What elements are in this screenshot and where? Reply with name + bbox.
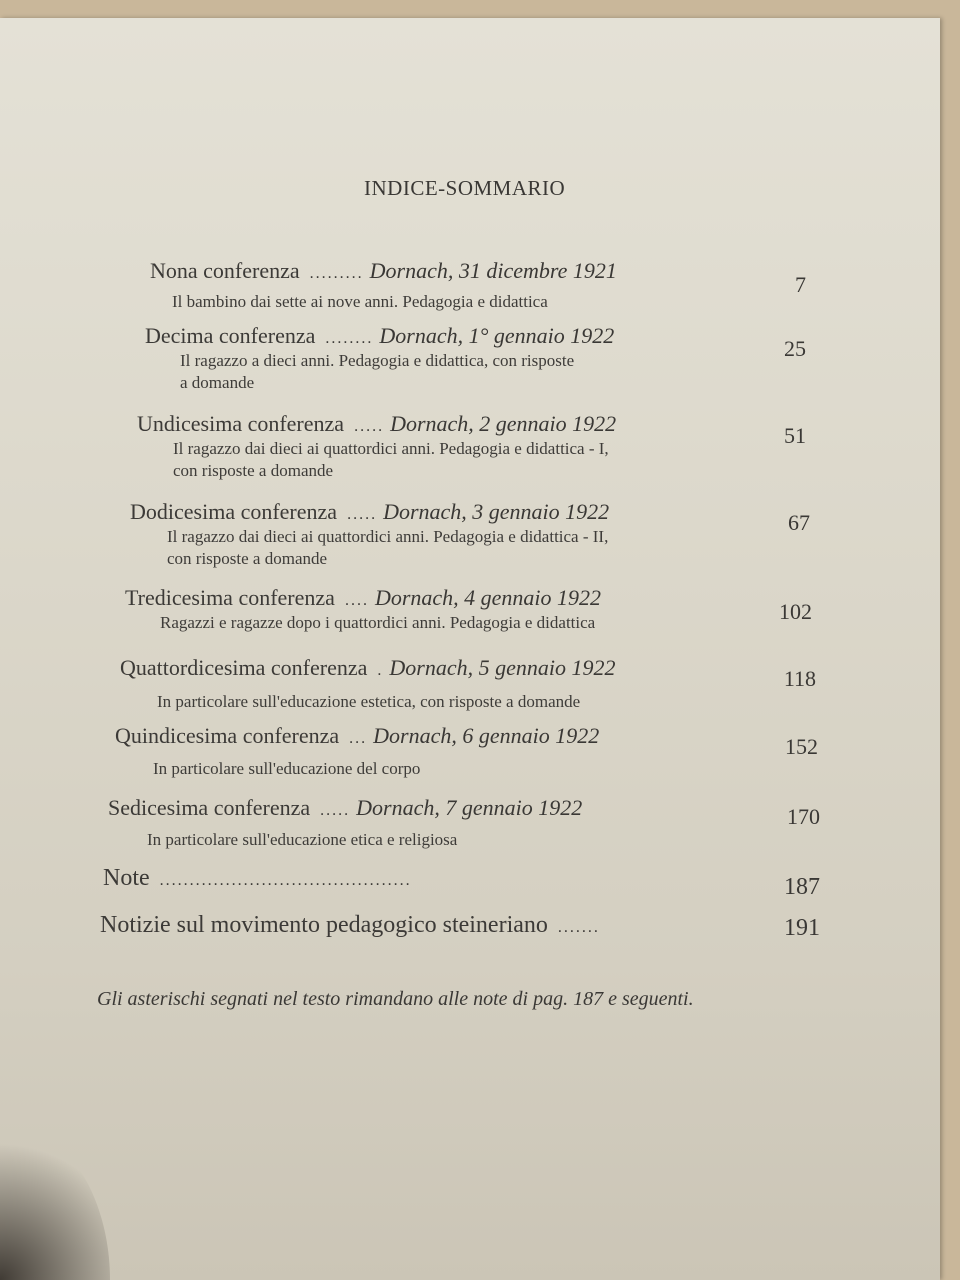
toc-entry xyxy=(115,723,599,749)
entry-date: Dornach, 7 gennaio 1922 xyxy=(356,795,583,820)
subtitle-line: Il ragazzo dai dieci ai quattordici anni. Pedagogia e didattica - I, xyxy=(173,439,609,458)
page-number: 191 xyxy=(784,915,820,941)
leader-dots: ....... xyxy=(557,919,600,936)
page-title: INDICE-SOMMARIO xyxy=(364,176,566,200)
subtitle-line: a domande xyxy=(180,373,255,392)
toc-entry xyxy=(130,499,609,525)
entry-subtitle xyxy=(180,350,574,394)
entry-title: Note xyxy=(103,865,150,891)
entry-title: Decima conferenza xyxy=(145,323,316,348)
toc-entry xyxy=(100,912,606,939)
entry-subtitle xyxy=(157,691,580,713)
subtitle-line: In particolare sull'educazione etica e religiosa xyxy=(147,830,458,849)
toc-entry xyxy=(150,258,617,284)
entry-subtitle xyxy=(167,526,608,570)
page-number: 170 xyxy=(787,804,820,829)
toc-entry xyxy=(125,585,601,611)
entry-date: Dornach, 31 dicembre 1921 xyxy=(369,258,617,283)
leader-dots: ........ xyxy=(325,330,374,347)
entry-title: Notizie sul movimento pedagogico steineriano xyxy=(100,912,548,938)
page-number: 102 xyxy=(779,599,812,624)
entry-date: Dornach, 1° gennaio 1922 xyxy=(379,323,615,348)
hand-shadow xyxy=(0,1120,110,1280)
entry-date: Dornach, 2 gennaio 1922 xyxy=(390,411,617,436)
entry-title: Undicesima conferenza xyxy=(137,411,345,436)
subtitle-line: Il bambino dai sette ai nove anni. Pedagogia e didattica xyxy=(172,292,548,311)
page-number: 67 xyxy=(788,510,810,535)
entry-title: Tredicesima conferenza xyxy=(125,585,335,610)
entry-subtitle xyxy=(153,758,420,780)
page-number: 187 xyxy=(784,874,820,900)
toc-entry xyxy=(108,795,582,821)
subtitle-line: con risposte a domande xyxy=(167,549,328,568)
toc-entry xyxy=(120,655,615,681)
subtitle-line: In particolare sull'educazione estetica, con risposte a domande xyxy=(157,692,581,711)
entry-subtitle xyxy=(173,438,609,482)
book-page xyxy=(0,18,940,1280)
entry-date: Dornach, 5 gennaio 1922 xyxy=(389,655,616,680)
entry-title: Sedicesima conferenza xyxy=(108,795,311,820)
entry-title: Quindicesima conferenza xyxy=(115,723,340,748)
leader-dots: . xyxy=(377,662,384,679)
leader-dots: ... xyxy=(349,730,368,747)
footnote: Gli asterischi segnati nel testo rimandano alle note di pag. 187 e seguenti. xyxy=(97,988,694,1010)
page-number: 118 xyxy=(783,666,816,691)
toc-entry xyxy=(145,323,614,349)
entry-subtitle xyxy=(147,829,457,851)
toc-entry xyxy=(137,411,616,437)
subtitle-line: In particolare sull'educazione del corpo xyxy=(153,759,421,778)
toc-entry xyxy=(103,865,418,892)
entry-subtitle xyxy=(160,612,595,634)
page-number: 51 xyxy=(784,423,806,448)
entry-subtitle xyxy=(172,291,548,313)
subtitle-line: Il ragazzo dai dieci ai quattordici anni. Pedagogia e didattica - II, xyxy=(167,527,609,546)
page-number: 25 xyxy=(784,336,806,361)
entry-title: Quattordicesima conferenza xyxy=(120,655,368,680)
subtitle-line: Il ragazzo a dieci anni. Pedagogia e didattica, con risposte xyxy=(180,351,575,370)
page-number: 7 xyxy=(795,272,806,297)
subtitle-line: con risposte a domande xyxy=(173,461,334,480)
entry-title: Nona conferenza xyxy=(150,258,300,283)
leader-dots: .......................................... xyxy=(159,872,412,889)
leader-dots: .... xyxy=(344,592,369,609)
leader-dots: ..... xyxy=(347,506,378,523)
entry-date: Dornach, 6 gennaio 1922 xyxy=(373,723,600,748)
entry-date: Dornach, 3 gennaio 1922 xyxy=(383,499,610,524)
entry-date: Dornach, 4 gennaio 1922 xyxy=(374,585,602,610)
page-number: 152 xyxy=(785,734,818,759)
leader-dots: ..... xyxy=(320,802,351,819)
entry-title: Dodicesima conferenza xyxy=(130,499,338,524)
leader-dots: ......... xyxy=(309,265,364,282)
subtitle-line: Ragazzi e ragazze dopo i quattordici anni. Pedagogia e didattica xyxy=(160,613,596,632)
leader-dots: ..... xyxy=(354,418,385,435)
